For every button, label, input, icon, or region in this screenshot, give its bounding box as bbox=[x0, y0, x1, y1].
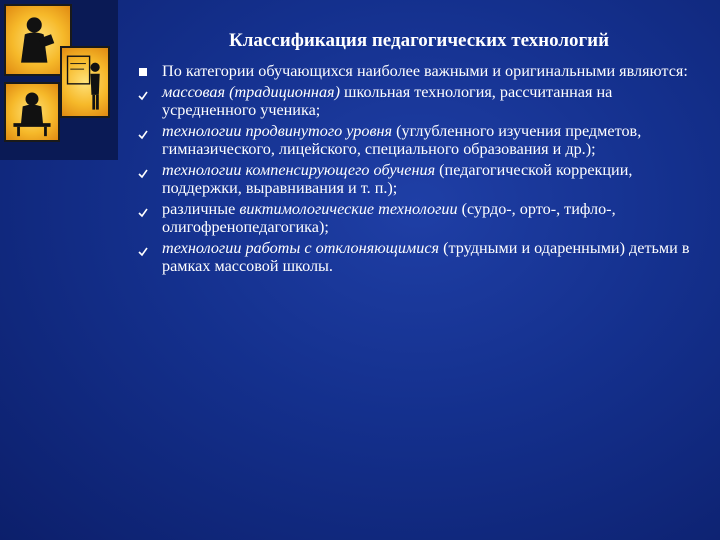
item-text bbox=[162, 200, 616, 236]
item-rest-text: (педагогической коррекции, поддержки, выравнивания и т. п.); bbox=[162, 160, 633, 197]
item-lead-text: По категории обучающихся bbox=[162, 62, 353, 80]
item-italic-term: технологии работы с отклоняющимися bbox=[162, 238, 440, 257]
list-item bbox=[138, 83, 703, 119]
list-item bbox=[138, 200, 703, 236]
student-at-desk-icon bbox=[4, 82, 60, 142]
decorative-illustration bbox=[0, 0, 118, 160]
item-rest-text: (трудными и одаренными) детьми в рамках массовой школы. bbox=[162, 238, 690, 275]
item-lead-text: различные bbox=[162, 199, 240, 218]
item-italic-term: виктимологические технологии bbox=[239, 199, 458, 218]
square-bullet-icon bbox=[138, 66, 150, 78]
item-text bbox=[162, 239, 690, 275]
item-text bbox=[162, 83, 612, 119]
list-item bbox=[138, 62, 703, 80]
check-bullet-icon bbox=[138, 243, 150, 255]
item-italic-term: технологии продвинутого уровня bbox=[162, 121, 393, 140]
check-bullet-icon bbox=[138, 87, 150, 99]
item-rest-text: наиболее важными и оригинальными являются: bbox=[352, 62, 688, 80]
item-text bbox=[162, 122, 641, 158]
item-rest-text: школьная технология, рассчитанная на усредненного ученика; bbox=[162, 82, 613, 119]
bullet-list bbox=[138, 62, 703, 278]
item-italic-term: технологии компенсирующего обучения bbox=[162, 160, 436, 179]
list-item bbox=[138, 122, 703, 158]
item-rest-text: (углубленного изучения предметов, гимназического, лицейского, специального образования и др.); bbox=[162, 121, 642, 158]
teacher-at-board-icon bbox=[60, 46, 110, 118]
item-rest-text: (сурдо-, орто-, тифло-, олигофренопедагогика); bbox=[162, 199, 616, 236]
check-bullet-icon bbox=[138, 204, 150, 216]
list-item bbox=[138, 239, 703, 275]
item-text bbox=[162, 62, 688, 80]
check-bullet-icon bbox=[138, 165, 150, 177]
list-item bbox=[138, 161, 703, 197]
check-bullet-icon bbox=[138, 126, 150, 138]
item-text bbox=[162, 161, 632, 197]
item-italic-term: массовая (традиционная) bbox=[162, 82, 340, 101]
slide-title: Классификация педагогических технологий bbox=[228, 30, 610, 51]
